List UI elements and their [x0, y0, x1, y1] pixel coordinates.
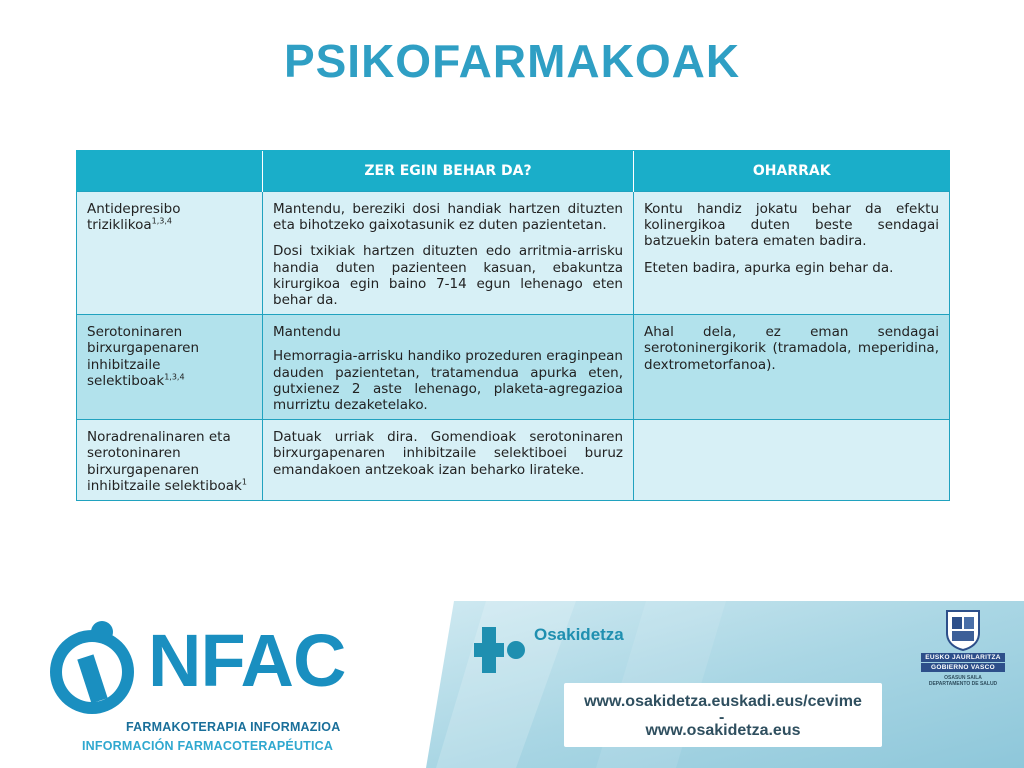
table-row [77, 192, 950, 315]
infac-i-icon [44, 612, 154, 722]
drug-name-cell [77, 192, 263, 315]
drug-name: Noradrenalinaren eta serotoninaren birxurgapenaren inhibitzaile selektiboak [87, 429, 242, 494]
header-notes: OHARRAK [634, 151, 950, 192]
coat-of-arms-icon [943, 609, 983, 651]
drug-name-cell [77, 420, 263, 501]
gov-name-eu: EUSKO JAURLARITZA [921, 653, 1005, 662]
dept-name-es: DEPARTAMENTO DE SALUD [928, 681, 998, 687]
infac-tagline-eu: FARMAKOTERAPIA INFORMAZIOA [126, 720, 341, 734]
url-box [564, 683, 882, 747]
reference-sup: 1 [241, 477, 247, 487]
header-what-to-do: ZER EGIN BEHAR DA? [263, 151, 634, 192]
table-header-row [77, 151, 950, 192]
what-to-do-text: Dosi txikiak hartzen dituzten edo arritmia-arrisku handia duten pazienteen kasuan, ebakuntza kirurgikoa egin baino 7-14 egun lehenago eten behar da. [273, 243, 623, 309]
notes-cell [634, 192, 950, 315]
gov-name-es: GOBIERNO VASCO [921, 663, 1005, 672]
what-to-do-cell [263, 420, 634, 501]
what-to-do-text: Datuak urriak dira. Gomendioak serotoninaren birxurgapenaren inhibitzaile selektiboei buruz emandakoen antzekoak izan beharko lirateke. [273, 429, 623, 478]
notes-text: Ahal dela, ez eman sendagai serotoninergikorik (tramadola, meperidina, dextrometorfanoa). [644, 324, 939, 373]
drug-name-cell [77, 315, 263, 420]
notes-cell [634, 315, 950, 420]
url-separator: - [719, 709, 725, 726]
header-drug [77, 151, 263, 192]
infac-tagline-es: INFORMACIÓN FARMACOTERAPÉUTICA [82, 739, 334, 753]
reference-sup: 1,3,4 [164, 372, 185, 382]
basque-government-logo [920, 609, 1006, 687]
what-to-do-cell [263, 192, 634, 315]
cevime-link[interactable]: www.osakidetza.euskadi.eus/cevime [584, 693, 862, 710]
table-row [77, 315, 950, 420]
infac-logo [44, 608, 384, 758]
infac-wordmark: NFAC [148, 619, 346, 702]
osakidetza-link[interactable]: www.osakidetza.eus [645, 722, 801, 739]
dept-name-eu: OSASUN SAILA [944, 675, 982, 681]
what-to-do-text: Mantendu [273, 324, 341, 341]
guideline-table [76, 150, 950, 501]
osakidetza-banner [426, 601, 1024, 768]
osakidetza-name: Osakidetza [534, 625, 624, 644]
what-to-do-text: Hemorragia-arrisku handiko prozeduren eraginpean dauden pazientetan, tratamendua apurka eten, gutxienez 2 aste lehenago, plaketa-agregazioa murriztu dezaketelako. [273, 348, 623, 414]
drug-name: Serotoninaren birxurgapenaren inhibitzaile selektiboak [87, 324, 200, 389]
what-to-do-cell [263, 315, 634, 420]
what-to-do-text: Mantendu, bereziki dosi handiak hartzen dituzten eta bihotzeko gaixotasunik ez duten pazientetan. [273, 201, 623, 234]
notes-text: Kontu handiz jokatu behar da efektu kolinergikoa duten beste sendagai batzuekin batera ematen badira. [644, 201, 939, 250]
osakidetza-cross-icon [474, 627, 530, 673]
drug-name: Antidepresibo triziklikoa [87, 201, 181, 234]
page-title: PSIKOFARMAKOAK [283, 35, 741, 87]
reference-sup: 1,3,4 [151, 216, 172, 226]
notes-text: Eteten badira, apurka egin behar da. [644, 259, 894, 276]
notes-cell [634, 420, 950, 501]
table-row [77, 420, 950, 501]
